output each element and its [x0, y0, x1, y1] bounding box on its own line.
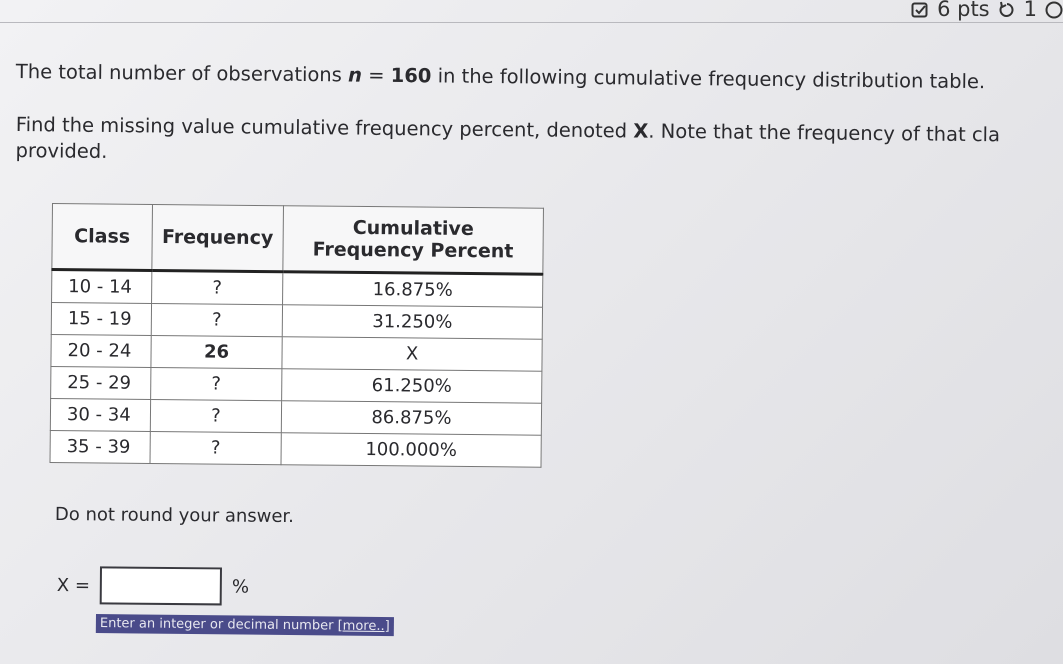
frequency-cell: ? — [151, 367, 282, 400]
frequency-cell: 26 — [151, 335, 282, 368]
class-cell: 35 - 39 — [50, 430, 150, 463]
table-row — [52, 270, 543, 308]
table-row — [51, 334, 542, 371]
cumulative-cell: 86.875% — [281, 401, 541, 435]
class-cell: 25 - 29 — [51, 366, 151, 399]
header-divider — [0, 22, 1063, 23]
n-variable: n — [347, 63, 363, 87]
frequency-cell: ? — [152, 270, 283, 304]
answer-label: X = — [56, 574, 91, 596]
table-row — [50, 430, 541, 467]
info-icon[interactable] — [1045, 0, 1063, 18]
class-cell: 10 - 14 — [52, 270, 152, 304]
checkbox-icon — [911, 0, 929, 18]
header-bar — [911, 0, 1063, 22]
frequency-cell: ? — [150, 399, 281, 432]
table-row — [50, 398, 541, 435]
class-cell: 15 - 19 — [51, 303, 151, 336]
frequency-cell: ? — [150, 431, 281, 464]
n-value: 160 — [390, 63, 432, 88]
x-variable: X — [633, 119, 649, 143]
table-row — [51, 366, 542, 403]
answer-row — [57, 566, 250, 606]
rounding-instruction: Do not round your answer. — [54, 504, 295, 528]
class-cell: 20 - 24 — [51, 334, 151, 367]
answer-input[interactable] — [100, 566, 222, 605]
question-text-line3: provided. — [15, 138, 108, 163]
percent-unit: % — [231, 576, 250, 598]
question-text-line2: Find the missing value cumulative frequency percent, denoted X. Note that the frequency of that cla provided. — [15, 112, 1001, 163]
frequency-table — [49, 203, 544, 480]
retry-icon[interactable] — [998, 0, 1016, 18]
cumulative-cell: X — [282, 337, 542, 371]
cumulative-cell: 16.875% — [283, 272, 543, 307]
header-frequency: Frequency — [152, 204, 284, 271]
question-text-line1: The total number of observations n = 160 in the following cumulative frequency distribution table. — [15, 60, 986, 94]
points-label: 6 pts — [937, 0, 990, 21]
cumulative-cell: 31.250% — [282, 305, 542, 339]
table-row — [51, 303, 542, 340]
cumulative-cell: 100.000% — [281, 433, 541, 467]
cumulative-cell: 61.250% — [282, 369, 542, 403]
more-link[interactable]: [more..] — [337, 618, 390, 635]
input-hint: Enter an integer or decimal number [more..] — [96, 614, 394, 636]
attempts-count: 1 — [1023, 0, 1037, 21]
header-class: Class — [52, 204, 153, 271]
class-cell: 30 - 34 — [50, 398, 150, 431]
frequency-cell: ? — [151, 303, 282, 336]
header-cumulative: Cumulative Frequency Percent — [283, 206, 544, 274]
